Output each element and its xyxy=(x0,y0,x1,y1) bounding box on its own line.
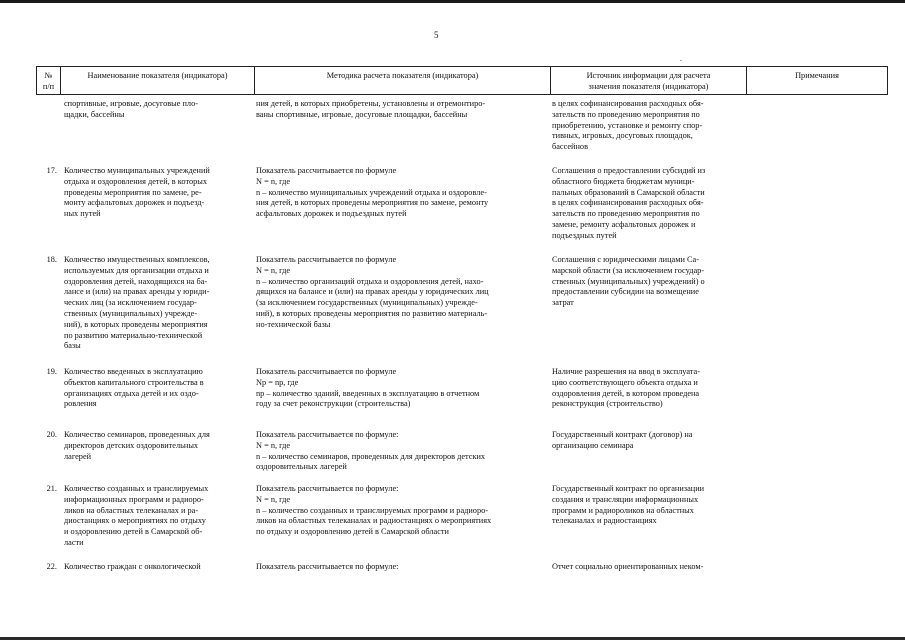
header-source: Источник информации для расчета значения показателя (индикатора) xyxy=(586,71,711,91)
row-method: Показатель рассчитывается по формуле N = n, где n – количество муниципальных учреждений отдыха и оздоровле- ния детей, в которых проведены мероприятия по замене, ремонту асфальтовых дорожек и подъездных путей xyxy=(256,166,489,219)
row-name: спортивные, игровые, досуговые пло- щадки, бассейны xyxy=(64,99,198,119)
row-name: Количество граждан с онкологической xyxy=(64,562,201,571)
row-name: Количество созданных и транслируемых информационных программ и радиоро- ликов на областных телеканалах и ра- диостанциях о мероприятиях по отдыху и оздоровлению детей в Самарской об- ласти xyxy=(64,484,209,547)
header-divider xyxy=(887,66,888,95)
row-number: 19. xyxy=(46,367,57,376)
row-number: 21. xyxy=(46,484,57,493)
header-top-rule xyxy=(36,66,888,67)
row-source: Соглашения о предоставлении субсидий из областного бюджета бюджетам муници- пальных образований в Самарской области в целях софинансирования расходных обя- зательств по проведению мероприятия по замене, ремонту асфальтовых дорожек и подъездных путей xyxy=(552,166,706,240)
row-method: Показатель рассчитывается по формуле N = n, где n – количество организаций отдыха и оздоровления детей, нахо- дящихся на балансе и (или) на правах аренды у юридических лиц (за исключением государственных (муниципальных) учрежде- ний), в которых проведены мероприятия по развитию материаль- но-технической базы xyxy=(256,255,489,329)
row-method: Показатель рассчитывается по формуле: N = n, где n – количество семинаров, проведенных для директоров детских оздоровительных лагерей xyxy=(256,430,486,472)
header-notes: Примечания xyxy=(795,71,839,80)
row-number: 22. xyxy=(46,562,57,571)
header-name: Наименование показателя (индикатора) xyxy=(87,71,228,80)
row-name: Количество семинаров, проведенных для директоров детских оздоровительных лагерей xyxy=(64,430,210,461)
row-name: Количество имущественных комплексов, используемых для организации отдыха и оздоровления детей, находящихся на ба- лансе и (или) на правах аренды у юриди- ческих лиц (за исключением государ- ственных (муниципальных) учрежде- ний), в которых проведены мероприятия по развитию материально-технической базы xyxy=(64,255,210,351)
row-source: Государственный контракт (договор) на организацию семинара xyxy=(552,430,693,450)
header-bottom-rule xyxy=(36,94,888,95)
scan-dot: . xyxy=(680,54,682,63)
row-name: Количество муниципальных учреждений отдыха и оздоровления детей, в которых проведены мероприятия по замене, ре- монту асфальтовых дорожек и подъезд- ных путей xyxy=(64,166,210,219)
header-method: Методика расчета показателя (индикатора) xyxy=(326,71,479,80)
row-number: 17. xyxy=(46,166,57,175)
row-method: Показатель рассчитывается по формуле Np = np, где np – количество зданий, введенных в эксплуатацию в отчетном году за счет реконструкции (строительства) xyxy=(256,367,480,409)
page-number: 5 xyxy=(434,30,439,40)
row-source: Наличие разрешения на ввод в эксплуата- цию соответствующего объекта отдыха и оздоровления детей, в котором проведена реконструкция (строительство) xyxy=(552,367,700,409)
row-source: Государственный контракт по организации создания и трансляции информационных программ и радиороликов на областных телеканалах и радиостанциях xyxy=(552,484,705,526)
row-source: Отчет социально ориентированных неком- xyxy=(552,562,704,571)
row-source: в целях софинансирования расходных обя- зательств по проведению мероприятия по приобретению, установке и ремонту спор- тивных, игровых, досуговых площадок, бассейнов xyxy=(552,99,704,152)
scan-top-border xyxy=(0,0,905,3)
header-num: № п/п xyxy=(42,71,55,91)
row-number: 18. xyxy=(46,255,57,264)
row-method: Показатель рассчитывается по формуле: N = n, где n – количество созданных и транслируемых программ и радиоро- ликов на областных телеканалах и радиостанциях о мероприятиях по отдыху и оздоровлению детей в Самарской области xyxy=(256,484,492,537)
row-number: 20. xyxy=(46,430,57,439)
row-name: Количество введенных в эксплуатацию объектов капитального строительства в организациях отдыха детей и их оздо- ровления xyxy=(64,367,204,409)
row-source: Соглашения с юридическими лицами Са- марской области (за исключением государ- ственных (муниципальных) учреждений) о предоставлении субсидии на возмещение затрат xyxy=(552,255,705,308)
row-method: Показатель рассчитывается по формуле: xyxy=(256,562,399,571)
row-method: ния детей, в которых приобретены, установлены и отремонтиро- ваны спортивные, игровые, досуговые площадки, бассейны xyxy=(256,99,486,119)
